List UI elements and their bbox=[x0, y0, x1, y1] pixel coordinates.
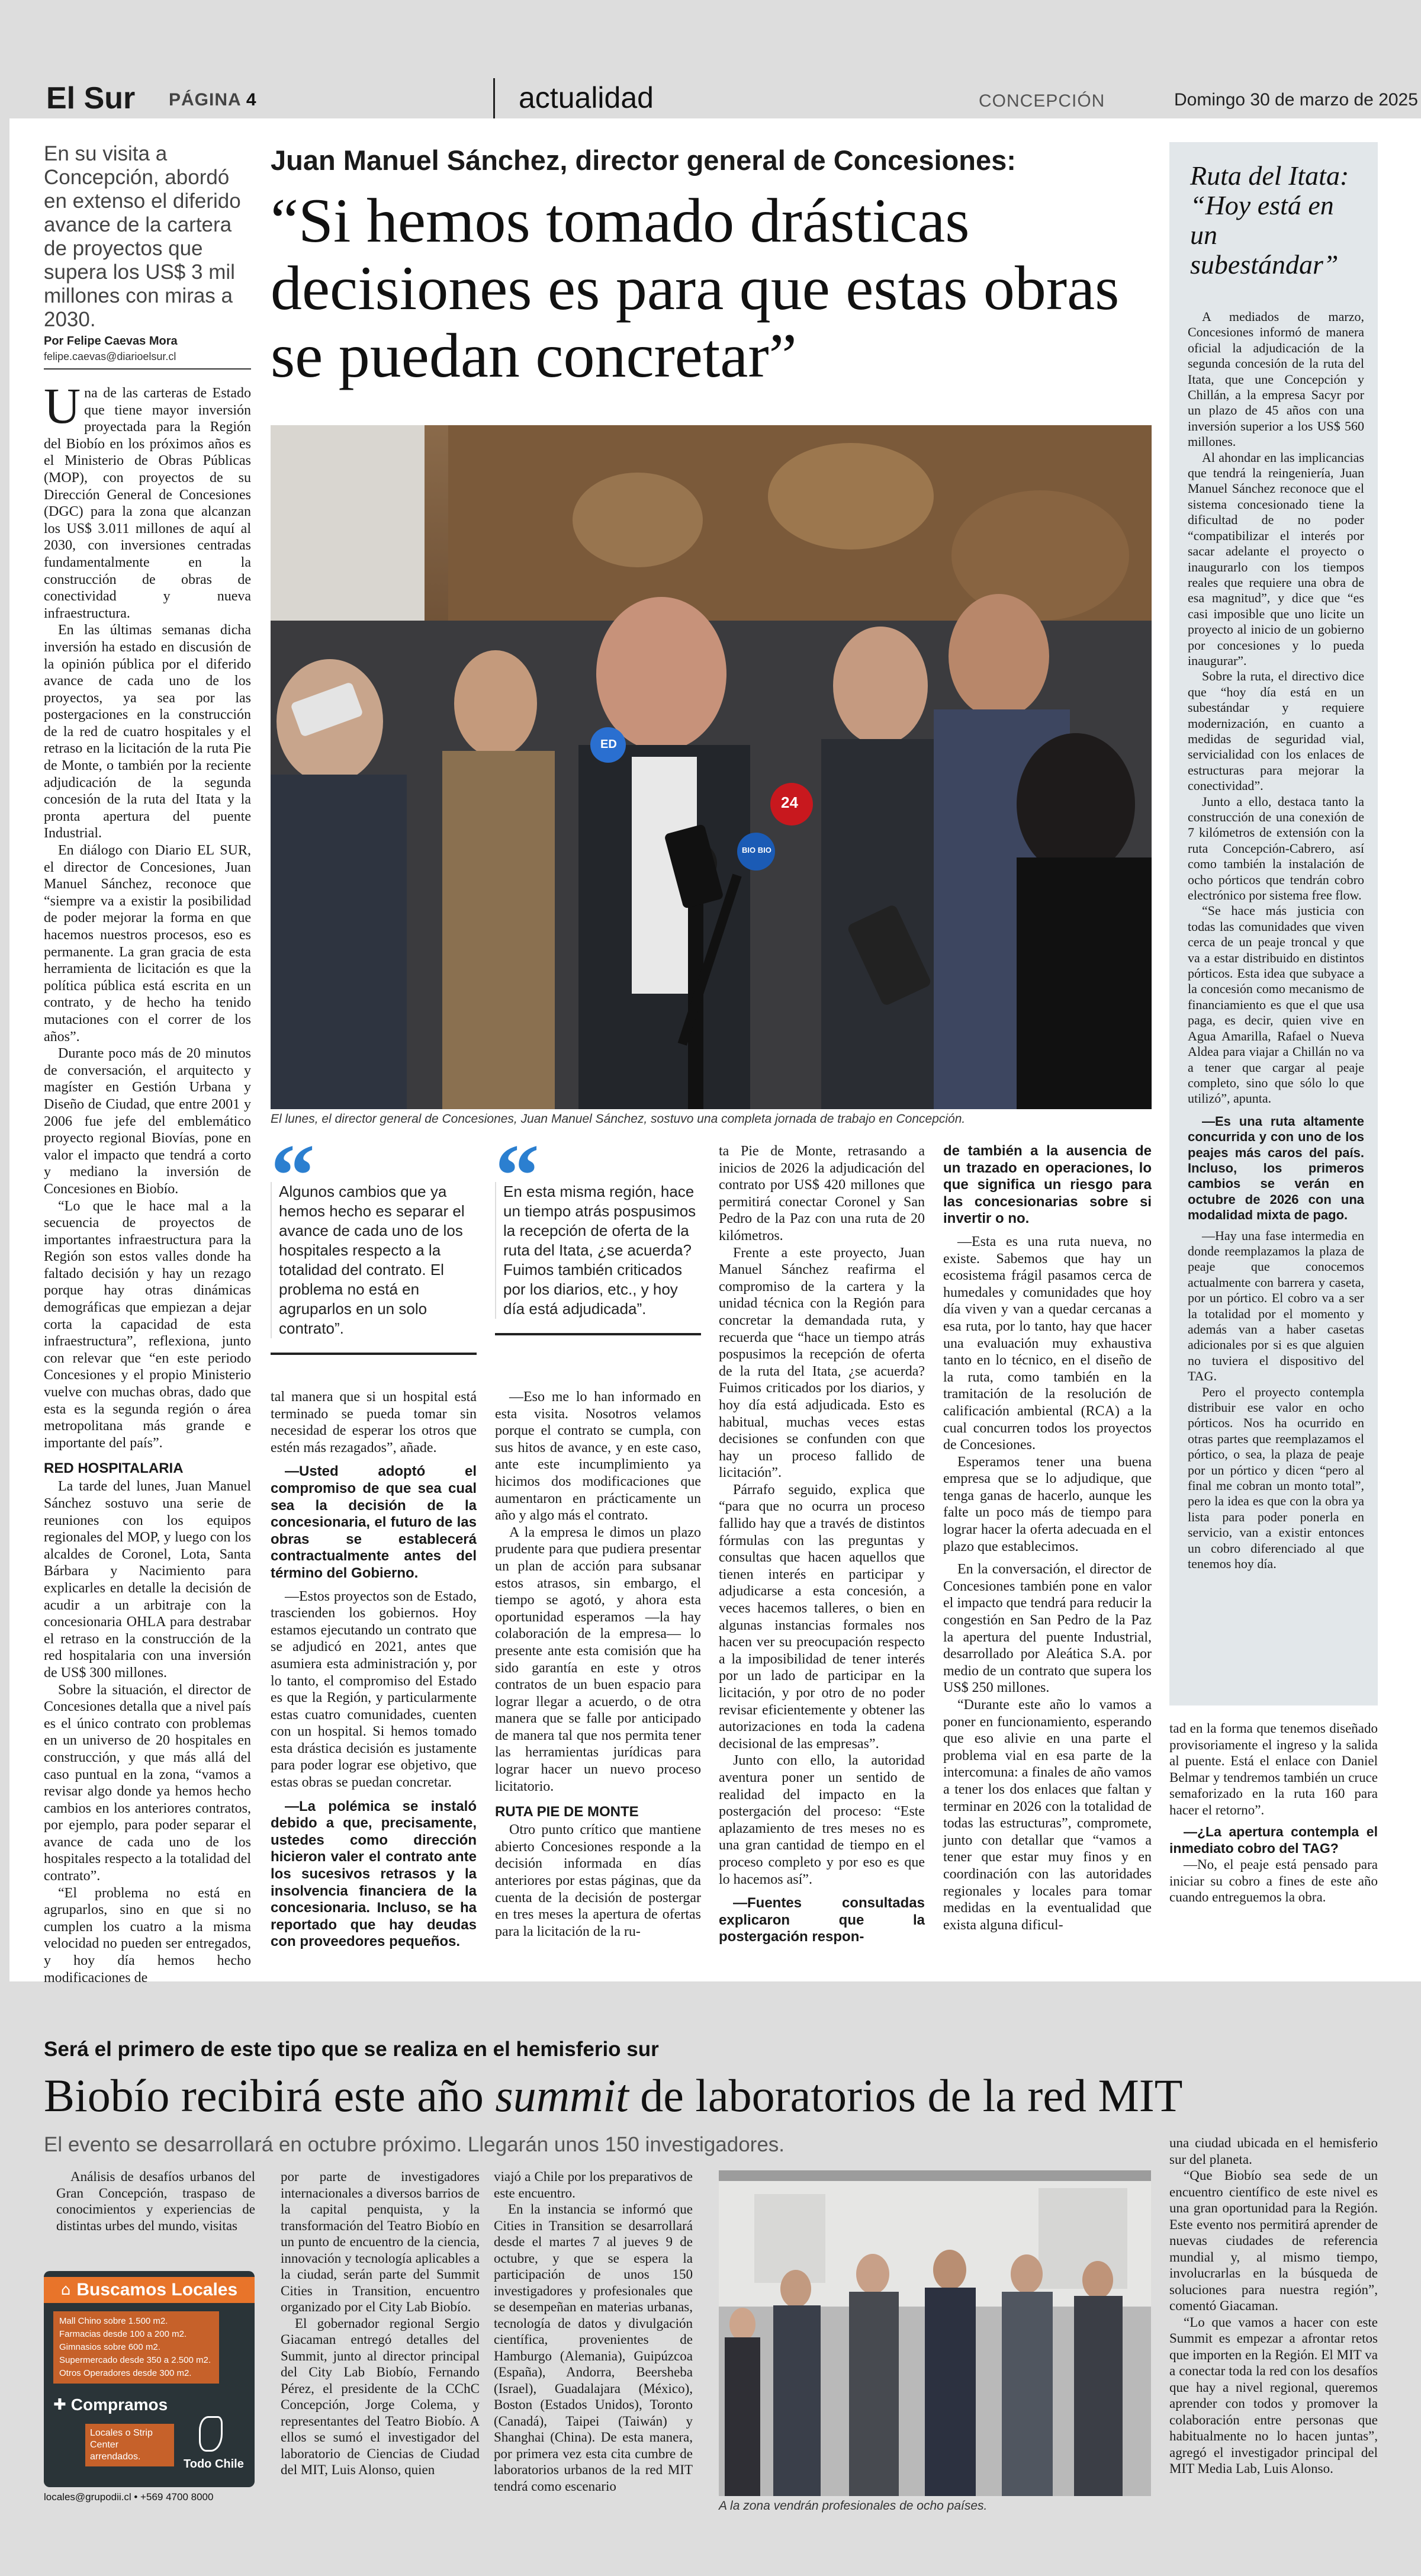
byline-rule bbox=[44, 368, 251, 370]
quote-mark-icon: “ bbox=[271, 1126, 315, 1225]
intro-paragraph: Una de las carteras de Estado que tiene mayor inversión proyectada para la Región del Biobío en los próximos años es el Ministerio de Obras Públicas (MOP), con proyectos de su Dirección General de Concesiones (DGC) para la zona que alcanzan los US$ 3.011 millones de aquí al 2030, con inversiones centradas fundamentalmente en la construcción de obras de conectividad y nueva infraestructura. bbox=[44, 377, 251, 621]
pull-quote-2: “ En esta misma región, hace un tiempo atrás pospusimos la recepción de oferta de la ruta del Itata, ¿se acuerda? Fuimos también criticados por los diarios, etc., y hoy día está adjudicada”. bbox=[495, 1143, 701, 1335]
col1-paragraph: En las últimas semanas dicha inversión ha estado en discusión de la opinión pública por el diferido avance de cada uno de los proyectos, ya sea por las postergaciones en la construcción de la red de cuatro hospitales y el retraso en la licitación de la ruta Pie de Monte, o también por la reciente adjudicación de la segunda concesión de la ruta del Itata y la pronta apertura del puente Industrial. bbox=[44, 622, 251, 841]
col1-paragraph: “Lo que le hace mal a la secuencia de proyectos de importantes infraestructura para la Región son estos valles donde ha faltado decisión y hay un rezago porque hay otras dinámicas demográficas que empiezan a dejar corta la capacidad de esta infraestructura”, reflexiona, junto con relevar que “en este periodo Concesiones y el propio Ministerio vuelve con muchas obras, dado que esta es la segunda región o área metropolitana más grande e importante del país”. bbox=[44, 1198, 251, 1451]
drop-cap: U bbox=[44, 377, 81, 434]
second-col-1: Análisis de desafíos urbanos del Gran Concepción, traspaso de conocimientos y experiencias de distintas urbes del mundo, visitas bbox=[56, 2169, 255, 2233]
article-col-5: tad en la forma que tenemos diseñado provisoriamente el ingreso y la salida al puente. Está el enlace con Daniel Belmar y tendremos también un cruce semaforizado en la ruta 160 para hacer el retorno”. —¿La apertura contempla el inmediato cobro del TAG? —No, el peaje está pensado para iniciar su cobro a fines de este año cuando entreguemos la obra. bbox=[1169, 1721, 1378, 1904]
byline: Por Felipe Caevas Mora bbox=[44, 335, 178, 348]
photo-caption: El lunes, el director general de Concesiones, Juan Manuel Sánchez, sostuvo una completa jornada de trabajo en Concepción. bbox=[271, 1112, 966, 1126]
header-divider bbox=[493, 78, 495, 120]
group-photo-scene bbox=[719, 2170, 1151, 2496]
photo-scene bbox=[271, 425, 1152, 1109]
ad-box bbox=[44, 2271, 255, 2487]
cart-icon: ✚ bbox=[53, 2396, 66, 2414]
ad-header[interactable] bbox=[44, 2277, 255, 2303]
page-header bbox=[0, 0, 1421, 118]
masthead: El Sur bbox=[46, 81, 136, 115]
article-col-3: ta Pie de Monte, retrasando a inicios de 2026 la adjudicación del contrato por US$ 420 millones que permitirá conectar Coronel y San Pedro de la Paz con una ruta de 20 kilómetros. Frente a este proyecto, Juan Manuel Sánchez reafirma el compromiso de la cartera y la unidad técnica con la Región para concretar la demandada ruta, y recuerda que “hace un tiempo atrás pospusimos la recepción de oferta de la ruta del Itata, ¿se acuerda? Fuimos criticados por los diarios, y hoy día está adjudicada. Esto es habitual, muchas veces estas decisiones se confunden con que hay un proceso fallido de licitación”. Párrafo seguido, explica que “para que no ocurra un proceso fallido hay que a través de distintos fórmulas con las preguntas y consultas que hacen aquellos que tienen interés en participar y adjudicarse a esta concesión, a veces hacemos talleres, o bien en algunas instancias formales nos hacen ver su preocupación respecto a la imposibilidad de tener interés por un lado de participar en la licitación, y por otro de no poder revisar eficientemente y obtener las autorizaciones en toda la cadena decisional de las empresas”. Junto con ello, la autoridad aventura poner un sentido de realidad del impacto en la postergación del proceso: “Este aplazamiento de tres meses no es una gran cantidad de tiempo en el proceso completo y por eso es que lo hacemos así”. —Fuentes consultadas explicaron que la postergación respon- bbox=[719, 1144, 925, 1945]
second-headline: Biobío recibirá este año summit de laboratorios de la red MIT bbox=[44, 2070, 1183, 2121]
mic-flag-biobio: BIO BIO bbox=[742, 846, 771, 855]
ad-list: Mall Chino sobre 1.500 m2. Farmacias desde 100 a 200 m2. Gimnasios sobre 600 m2. Supermercado desde 350 a 2.500 m2. Otros Operadores desde 300 m2. bbox=[53, 2311, 219, 2384]
pull-quote-1: “ Algunos cambios que ya hemos hecho es separar el avance de cada uno de los hospitales respecto a la totalidad del contrato. El problema no está en agruparlos en un solo contrato”. bbox=[271, 1143, 477, 1355]
second-col-4: una ciudad ubicada en el hemisferio sur del planeta. “Que Biobío sea sede de un encuentro científico de este nivel es una gran oportunidad para la Región. Este evento nos permitirá aprender de nuevas ciudades de referencia mundial y, al mismo tiempo, involucrarlas en la búsqueda de soluciones para nuestra región”, comentó Giacaman. “Lo que vamos a hacer con este Summit es empezar a afrontar retos que importen en la Región. El MIT va a conectar toda la red con los desafíos que hay a nivel regional, queremos aprender con todos y promover la colaboración entre personas que habitualmente no lo hacen juntas”, agregó el investigador principal del MIT Media Lab, Luis Alonso. bbox=[1169, 2135, 1378, 2476]
interview-question: —Es una ruta altamente concurrida y con uno de los peajes más caros del país. Incluso, los primeros cambios se verán en octubre de 2026 con una modalidad mixta de pago. bbox=[1188, 1113, 1364, 1223]
article-col-1 bbox=[44, 377, 251, 1986]
subhead-ruta-pie-de-monte: RUTA PIE DE MONTE bbox=[495, 1804, 639, 1820]
second-col-3: viajó a Chile por los preparativos de este encuentro. En la instancia se informó que Cities in Transition se desarrollará desde el martes 7 al jueves 9 de octubre, y que se espera la participación de unos 150 investigadores y profesionales que se desempeñan en materias urbanas, tecnología de datos y divulgación científica, provenientes de Hamburgo (Alemania), Guipúzcoa (España), Andorra, Beersheba (Israel), Guadalajara (México), Boston (Estados Unidos), Toronto (Canadá), Taipei (Taiwán) y Shanghai (China). De esta manera, por primera vez esta cita cumbre de laboratorios urbanos de la red MIT tendrá como escenario bbox=[494, 2169, 693, 2494]
interview-question: —Usted adoptó el compromiso de que sea cual sea la decisión de la concesionaria, el futuro de las obras se establecerá contractualmente antes del término del Gobierno. bbox=[271, 1463, 477, 1581]
second-col-2: por parte de investigadores internacionales a diversos barrios de la capital penquista, y la transformación del Teatro Biobío en un punto de encuentro de la ciencia, innovación y tecnología aplicables a la ciudad, serán parte del Summit Cities in Transition, encuentro organizado por el City Lab Biobío. El gobernador regional Sergio Giacaman entregó detalles del Summit, junto al director principal del City Lab Biobío, Fernando Pérez, el presidente de la CChC Concepción, Jorge Colema, y representantes del Teatro Biobío. A ellos se sumó el investigador del laboratorio de Ciencias de Ciudad del MIT, Luis Alonso, quien bbox=[281, 2169, 480, 2477]
col1-paragraph: En diálogo con Diario EL SUR, el director de Concesiones, Juan Manuel Sánchez, reconoce que “siempre va a existir la posibilidad de poder mejorar la forma en que hacemos nuestros procesos, eso es permanente. La gran gracia de esta herramienta de licitación es que la política pública está escrita en un contrato, y de hecho ha tenido mutaciones con el correr de los años”. bbox=[44, 843, 251, 1045]
interview-question: —Fuentes consultadas explicaron que la postergación respon- bbox=[719, 1895, 925, 1945]
article-kicker: Juan Manuel Sánchez, director general de Concesiones: bbox=[271, 144, 1016, 176]
interview-question: de también a la ausencia de un trazado en operaciones, lo que significa un riesgo para las concesionarias sobre si invertir o no. bbox=[943, 1143, 1152, 1227]
second-kicker: Será el primero de este tipo que se realiza en el hemisferio sur bbox=[44, 2038, 659, 2061]
col1-paragraph: “El problema no está en agruparlos, sino en que si no cumplen los cuatro a la misma velocidad no pueden ser entregados, y hoy día hemos hecho modificaciones de bbox=[44, 1885, 251, 1986]
chile-map-icon bbox=[199, 2416, 223, 2452]
ad-region: Todo Chile bbox=[184, 2458, 244, 2471]
interview-question: —¿La apertura contempla el inmediato cobro del TAG? bbox=[1169, 1824, 1378, 1856]
subhead-red-hospitalaria: RED HOSPITALARIA bbox=[44, 1460, 184, 1477]
store-icon: ⌂ bbox=[60, 2281, 71, 2299]
second-photo-caption: A la zona vendrán profesionales de ocho países. bbox=[719, 2499, 988, 2513]
pull-quote-rule bbox=[495, 1333, 701, 1335]
ad-contact[interactable]: locales@grupodii.cl • +569 4700 8000 bbox=[44, 2491, 214, 2503]
section-name: actualidad bbox=[519, 81, 654, 114]
article-headline: “Si hemos tomado drásticas decisiones es para que estas obras se puedan concretar” bbox=[271, 186, 1120, 390]
sidebar-body: A mediados de marzo, Concesiones informó de manera oficial la adjudicación de la segunda concesión de la ruta del Itata, que une Concepción y Chillán, a la empresa Sacyr por un plazo de 45 años con una inversión superior a los US$ 560 millones. Al ahondar en las implicancias que tendrá la reingeniería, Juan Manuel Sánchez reconoce que el sistema concesionado tiene la dificultad de no poder “compatibilizar el interés por sacar adelante el proyecto o inaugurarlo con los tiempos reales que requiere una obra de esa magnitud”, y dice que “es casi imposible que uno licite un proyecto al inicio de un gobierno por concesiones y lo pueda inaugurar”. Sobre la ruta, el directivo dice que “hoy día está en un subestándar y requiere modernización, en cuanto a medidas de seguridad vial, servicialidad con los enlaces de estructuras para mejorar la conectividad”. Junto a ello, destaca tanto la construcción de una conexión de 7 kilómetros de extensión con la ruta Concepción-Cabrero, así como también la instalación de ocho pórticos que tendrán cobro electrónico por sistema free flow. “Se hace más justicia con todas las comunidades que viven cerca de un peaje troncal y que va a estar distribuido en distintos pórticos. Esta idea que subyace a la concesión como mecanismo de financiamiento es que el que usa paga, es decir, quien vive en Agua Amarilla, Rafael o Nueva Aldea para viajar a Chillán no va a tener que cargar al peaje completo, sino que sólo lo que utilizó”, apunta. —Es una ruta altamente concurrida y con uno de los peajes más caros del país. Incluso, los primeros cambios se verán en octubre de 2026 con una modalidad mixta de pago. —Hay una fase intermedia en donde reemplazamos la plaza de peaje que conocemos actualmente con barrera y caseta, por un pórtico. El cobro va a ser la totalidad por el momento y además van a haber casetas adicionales por si es que alguien no tuviera el dispositivo del TAG. Pero el proyecto contempla distribuir ese valor en ocho pórticos. Nos ha ocurrido en otras partes que reemplazamos el pórtico, o sea, la plaza de peaje por un pórtico y dicen “pero al final me cobran un monto total”, pero la idea es que con la obra ya lista para poder ponerla en servicio, van a existir entonces un cobro diferenciado al que tenemos hoy día. bbox=[1188, 309, 1364, 1572]
date-label: Domingo 30 de marzo de 2025 bbox=[1174, 90, 1418, 110]
page-label: PÁGINA 4 bbox=[169, 90, 257, 110]
col1-paragraph: Durante poco más de 20 minutos de conversación, el arquitecto y magíster en Gestión Urbana y Diseño de Ciudad, que entre 2001 y 2006 fue jefe del emblemático proyecto regional Biovías, pone en valor el impacto que tendrá a corto y mediano la inversión de Concesiones en Biobío. bbox=[44, 1046, 251, 1197]
mic-flag-ed: ED bbox=[600, 738, 617, 751]
col1-paragraph: La tarde del lunes, Juan Manuel Sánchez sostuvo una serie de reuniones con los equipos regionales del MOP, y luego con los alcaldes de Coronel, Lota, Santa Bárbara y Nacimiento para explicarles en detalle la decisión de acudir a un arbitraje con la concesionaria OHLA para destrabar el retraso en la construcción de la red hospitalaria con una inversión de US$ 300 millones. bbox=[44, 1479, 251, 1681]
byline-email: felipe.caevas@diarioelsur.cl bbox=[44, 351, 176, 362]
pull-quote-rule bbox=[271, 1353, 477, 1355]
ad-buy-text: Locales o Strip Center arrendados. bbox=[85, 2424, 174, 2466]
mic-flag-24: 24 bbox=[781, 794, 798, 811]
sidebar-title: Ruta del Itata: “Hoy está en un subestándar” bbox=[1190, 160, 1349, 280]
city-label: CONCEPCIÓN bbox=[979, 91, 1105, 111]
lead-summary: En su visita a Concepción, abordó en extenso el diferido avance de la cartera de proyectos que supera los US$ 3 mil millones con miras a 2030. bbox=[44, 142, 241, 331]
article-col-4: de también a la ausencia de un trazado en operaciones, lo que significa un riesgo para las concesionarias sobre si invertir o no. —Esta es una ruta nueva, no existe. Sabemos que hay un ecosistema frágil pasamos cerca de humedales y comunidades que hoy día viven y van a quedar cercanas a esa ruta, por lo tanto, hay que hacer una evaluación muy exhaustiva tanto en lo técnico, en el diseño de la ruta, como también en la tramitación de la resolución de calificación ambiental (RCA) a la cual concurren todos los proyectos de Concesiones. Esperamos tener una buena empresa que se lo adjudique, que tenga ganas de hacerlo, aunque les falte un poco más de tiempo para lograr hacer la oferta adecuada en el plazo que establecimos. En la conversación, el director de Concesiones también pone en valor el impacto que tendrá para reducir la congestión en San Pedro de la Paz la apertura del puente Industrial, desarrollado por Aleática S.A. por medio de un contrato que supera los US$ 250 millones. “Durante este año lo vamos a poner en funcionamiento, esperando que eso alivie en una parte el problema vial en esa parte de la intercomuna: a finales de año vamos a tener los dos enlaces que faltan y terminar en 2026 con la totalidad de todas las estructuras”, compromete, junto con detallar que “vamos a tener que estar muy finos y en coordinación con las autoridades regionales y locales para tomar medidas en la eventualidad que exista alguna dificul- bbox=[943, 1143, 1152, 1933]
second-photo bbox=[719, 2170, 1151, 2496]
quote-mark-icon: “ bbox=[495, 1126, 539, 1225]
col1-paragraph: Sobre la situación, el director de Concesiones detalla que a nivel país es el único contrato con problemas en un universo de 20 hospitales en construcción, y que más allá del caso puntual en la zona, “vamos a revisar algo donde ya hemos hecho cambios en los anteriores contratos, por ejemplo, para poder separar el avance de cada uno de los hospitales respecto a la totalidad del contrato”. bbox=[44, 1682, 251, 1884]
page-number: 4 bbox=[246, 90, 257, 110]
second-deck: El evento se desarrollará en octubre próximo. Llegarán unos 150 investigadores. bbox=[44, 2133, 785, 2156]
ad-title: Buscamos Locales bbox=[76, 2280, 238, 2299]
article-col-2b: —Eso me lo han informado en esta visita. Nosotros velamos porque el contrato se cumpla, con sus hitos de avance, y en este caso, ante este incumplimiento ya hicimos dos modificaciones que aumentaron en prácticamente un año y algo más el contrato. A la empresa le dimos un plazo prudente para que pudiera presentar un plan de acción para subsanar estos atrasos, sin embargo, el tiempo se agotó, y ahora esta oportunidad esperamos —la hay colaboración de la empresa— lo presente ante esta comisión que ha sido garantía en este y otros contratos de un buen espacio para lograr llegar a acuerdo, o de otra manera que se falle por anticipado de manera tal que nos permita tener las herramientas jurídicas para lograr hacer un nuevo proceso licitatorio. RUTA PIE DE MONTE Otro punto crítico que mantiene abierto Concesiones responde a la decisión informada en días anteriores por estas páginas, que da cuenta de la decisión de postergar en tres meses la apertura de ofertas para la licitación de la ru- bbox=[495, 1389, 701, 1939]
main-photo bbox=[271, 425, 1152, 1109]
ad-title-2: ✚ Compramos bbox=[53, 2395, 168, 2414]
interview-question: —La polémica se instaló debido a que, precisamente, ustedes como dirección hicieron valer el contrato ante los sucesivos retrasos y la insolvencia financiera de la concesionaria. Incluso, se ha reportado que hay deudas con proveedores pequeños. bbox=[271, 1798, 477, 1950]
article-col-2a: tal manera que si un hospital está terminado se pueda tomar sin necesidad de esperar los otros que estén más rezagados”, añade. —Usted adoptó el compromiso de que sea cual sea la decisión de la concesionaria, el futuro de las obras se establecerá contractualmente antes del término del Gobierno. —Estos proyectos son de Estado, trascienden los gobiernos. Hoy estamos ejecutando un contrato que se adjudicó en 2021, antes que asumiera esta administración y, por lo tanto, el compromiso del Estado es que la Región, y particularmente estas cuatro comunidades, cuenten con un hospital. Si hemos tomado esta drástica decisión es justamente para poder lograr ese objetivo, que estas obras se puedan concretar. —La polémica se instaló debido a que, precisamente, ustedes como dirección hicieron valer el contrato ante los sucesivos retrasos y la insolvencia financiera de la concesionaria. Incluso, se ha reportado que hay deudas con proveedores pequeños. bbox=[271, 1389, 477, 1950]
